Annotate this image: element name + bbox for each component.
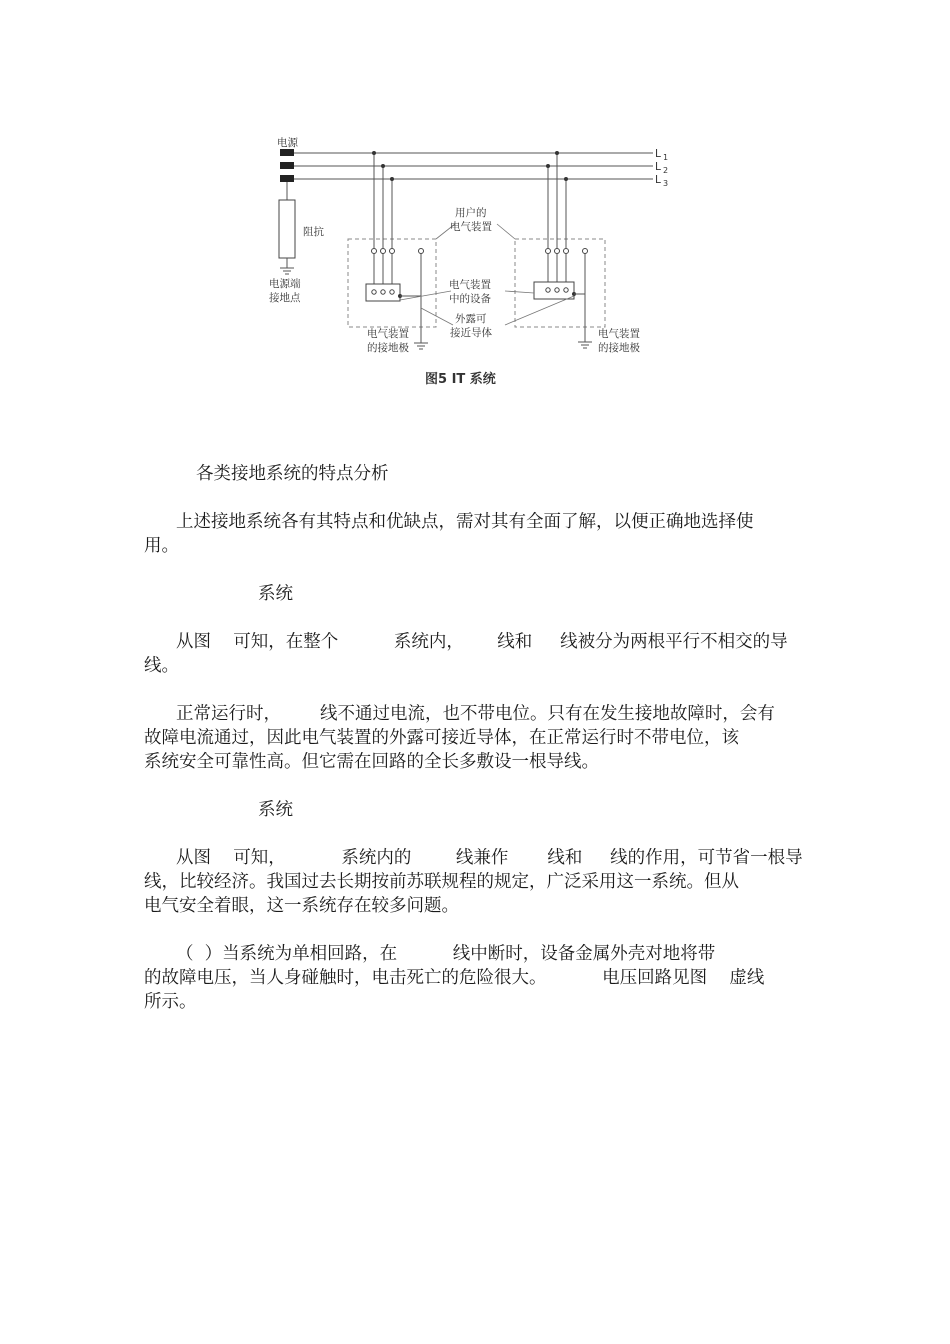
para4-line2: 线，比较经济。我国过去长期按前苏联规程的规定，广泛采用这一系统。但从 <box>144 872 739 892</box>
section-heading: 各类接地系统的特点分析 <box>196 464 389 484</box>
para3-line3: 系统安全可靠性高。但它需在回路的全长多敷设一根导线。 <box>144 752 599 772</box>
power-source-label: 电源 <box>277 137 298 149</box>
para5-line3: 所示。 <box>144 992 197 1012</box>
right-ground-electrode-label-2: 的接地极 <box>598 342 640 354</box>
para4-line1: 从图 可知， 系统内的 线兼作 线和 线的作用，可节省一根导 <box>176 848 803 868</box>
it-system-figure <box>255 128 695 398</box>
equipment-label-2: 中的设备 <box>449 293 491 305</box>
phase-label-l3: L <box>655 174 661 186</box>
section2-title: 系统 <box>258 800 293 820</box>
impedance-label: 阻抗 <box>303 226 324 238</box>
source-ground-label-2: 接地点 <box>269 292 301 304</box>
para3-line2: 故障电流通过，因此电气装置的外露可接近导体，在正常运行时不带电位，该 <box>144 728 739 748</box>
para5-line2: 的故障电压，当人身碰触时，电击死亡的危险很大。 电压回路见图 虚线 <box>144 968 765 988</box>
para3-line1: 正常运行时， 线不通过电流，也不带电位。只有在发生接地故障时，会有 <box>176 704 775 724</box>
svg-text:3: 3 <box>663 179 669 188</box>
para4-line3: 电气安全着眼，这一系统存在较多问题。 <box>144 896 459 916</box>
equipment-label-1: 电气装置 <box>449 279 491 291</box>
para2-line2: 线。 <box>144 656 179 676</box>
impedance-symbol <box>279 200 295 258</box>
source-winding-1 <box>280 149 294 156</box>
svg-text:1: 1 <box>663 153 669 162</box>
source-ground-label-1: 电源端 <box>269 278 301 290</box>
para2-line1: 从图 可知，在整个 系统内， 线和 线被分为两根平行不相交的导 <box>176 632 788 652</box>
para5-line1: （ ）当系统为单相回路，在 线中断时，设备金属外壳对地将带 <box>176 944 716 964</box>
user-installation-label-1: 用户的 <box>455 207 487 219</box>
left-ground-electrode-label-2: 的接地极 <box>367 342 409 354</box>
phase-label-l2: L <box>655 161 661 173</box>
phase-label-l1: L <box>655 148 661 160</box>
source-winding-2 <box>280 162 294 169</box>
section1-title: 系统 <box>258 584 293 604</box>
exposed-conductor-label-1: 外露可 <box>455 313 487 325</box>
para1-line1: 上述接地系统各有其特点和优缺点，需对其有全面了解，以便正确地选择使 <box>176 512 754 532</box>
it-system-diagram <box>255 128 695 398</box>
para1-line2: 用。 <box>144 536 179 556</box>
user-installation-label-2: 电气装置 <box>450 221 492 233</box>
svg-text:2: 2 <box>663 166 669 175</box>
right-ground-electrode-label-1: 电气装置 <box>598 328 640 340</box>
figure-caption: 图5 IT 系统 <box>425 372 496 387</box>
source-winding-3 <box>280 175 294 182</box>
exposed-conductor-label-2: 接近导体 <box>450 327 492 339</box>
left-ground-electrode-label-1: 电气装置 <box>367 328 409 340</box>
